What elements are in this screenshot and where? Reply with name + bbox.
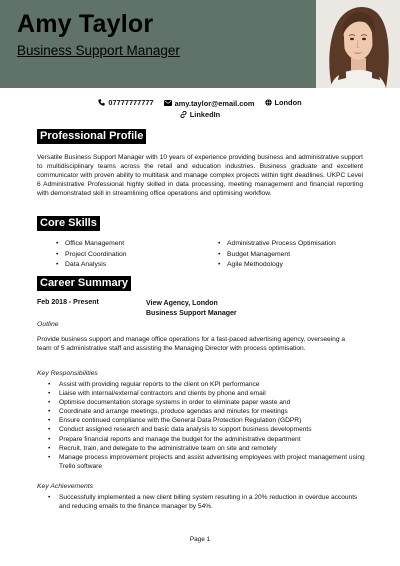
job-dates: Feb 2018 - Present <box>37 299 99 306</box>
section-title-profile: Professional Profile <box>37 129 146 144</box>
achievements-list <box>48 493 366 511</box>
skill-item: • Administrative Process Optimisation <box>218 239 336 250</box>
list-item: • Manage process improvement projects and assist advertising employees with project management using Trello software <box>48 453 366 471</box>
contact-phone[interactable] <box>98 97 153 108</box>
skills-column-2 <box>218 239 336 271</box>
portrait-illustration <box>316 0 400 88</box>
link-icon <box>180 111 187 118</box>
list-item: • Assist with providing regular reports to the client on KPI performance <box>48 380 366 389</box>
profile-text: Versatile Business Support Manager with 10 years of experience providing business and administrative support to multidisciplinary teams across the retail and education industries. Business graduate and excellent communicator with proven ability to multitask and manage complex projects within tight deadlines. UKPC Level 6 Administrative Professional highly skilled in data processing, meeting management and financial reporting with demonstrated skill in streamlining office operations and optimising workflow. <box>37 154 363 198</box>
list-item: • Conduct assigned research and basic data analysis to support business developments <box>48 425 366 434</box>
list-item: • Recruit, train, and delegate to the administrative team on site and remotely <box>48 444 366 453</box>
contact-location <box>265 97 302 108</box>
contact-email[interactable] <box>164 98 255 109</box>
skill-item: • Budget Management <box>218 250 336 261</box>
skill-item: • Office Management <box>56 239 127 250</box>
skill-item: • Data Analysis <box>56 260 127 271</box>
skill-item: • Agile Methodology <box>218 260 336 271</box>
skill-item: • Project Coordination <box>56 250 127 261</box>
list-item: • Successfully implemented a new client billing system resulting in a 20% reduction in overdue accounts and reducing emails to the finance manager by 54%. <box>48 493 366 511</box>
contact-linkedin[interactable] <box>180 109 220 120</box>
phone-text: 07777777777 <box>108 98 154 107</box>
candidate-name: Amy Taylor <box>17 10 154 38</box>
list-item: • Ensure continued compliance with the General Data Protection Regulation (GDPR) <box>48 416 366 425</box>
candidate-role: Business Support Manager <box>17 43 180 58</box>
outline-text: Provide business support and manage office operations for a fast-paced advertising agency, overseeing a team of 5 administrative staff and assisting the Managing Director with process optimisation. <box>37 336 346 353</box>
page-number: Page 1 <box>189 536 211 543</box>
list-item: • Liaise with internal/external contractors and clients by phone and email <box>48 389 366 398</box>
job-position: Business Support Manager <box>146 310 237 317</box>
contact-line-2 <box>0 109 400 121</box>
responsibilities-list <box>48 380 366 471</box>
list-item: • Optimise documentation storage systems in order to eliminate paper waste and <box>48 398 366 407</box>
globe-icon <box>265 99 272 106</box>
list-item: • Prepare financial reports and manage the budget for the administrative department <box>48 435 366 444</box>
envelope-icon <box>164 100 172 106</box>
email-text: amy.taylor@email.com <box>174 98 255 108</box>
section-title-skills: Core Skills <box>37 216 100 231</box>
job-employer <box>146 299 237 319</box>
achievements-label: Key Achievements <box>37 483 94 490</box>
contact-line-1 <box>0 97 400 109</box>
responsibilities-label: Key Responsibilities <box>37 370 98 377</box>
linkedin-text: LinkedIn <box>189 110 221 119</box>
skills-column-1 <box>56 239 127 271</box>
job-company-name: View Agency, London <box>146 300 218 307</box>
outline-label: Outline <box>37 321 59 328</box>
list-item: • Coordinate and arrange meetings, produce agendas and minutes for meetings <box>48 407 366 416</box>
contact-bar <box>0 97 400 121</box>
profile-photo <box>316 0 400 88</box>
location-text: London <box>274 98 302 107</box>
phone-icon <box>98 99 105 106</box>
section-title-career: Career Summary <box>37 276 131 291</box>
